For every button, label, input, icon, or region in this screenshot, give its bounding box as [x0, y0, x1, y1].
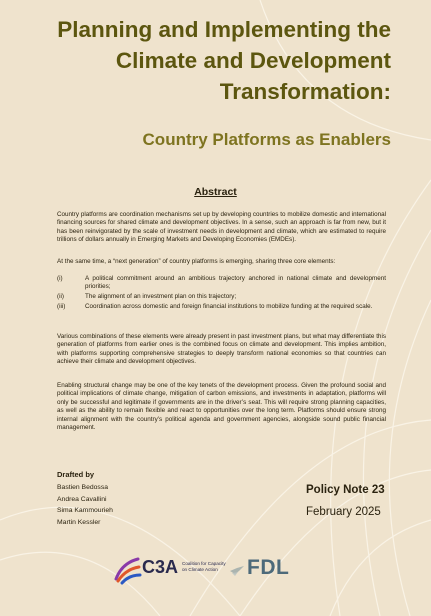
abstract-paragraph-2: At the same time, a “next generation” of country platforms is emerging, sharing three core elements: — [57, 258, 336, 265]
list-item-text: The alignment of an investment plan on this trajectory; — [85, 293, 237, 301]
document-subtitle: Country Platforms as Enablers — [142, 130, 391, 149]
list-item-number: (ii) — [57, 293, 64, 301]
fdl-logo — [229, 556, 289, 586]
fdl-wordmark: FDL — [247, 556, 290, 579]
list-item-number: (iii) — [57, 303, 66, 310]
authors-list — [57, 482, 113, 529]
author-name: Bastien Bedossa — [57, 484, 109, 491]
list-item — [57, 303, 386, 311]
core-elements-list — [57, 275, 386, 313]
publication-date: February 2025 — [306, 506, 381, 518]
abstract-paragraph-4: Enabling structural change may be one of the key tenets of the development process. Given the profound social and political implications of climate change, mitigation of carbon emissions, and investments in adaptation, platforms will only be successful and legitimate if governments are in the driver’s seat. This will require strong planning capacities, as well as the ability to remain flexible and react to opportunities over the long term. Platforms should ensure strong internal alignment with the country’s political agenda and government agencies, alongside sound public financial management. — [57, 382, 386, 432]
abstract-paragraph-1: Country platforms are coordination mechanisms set up by developing countries to mobilize domestic and international financing sources for shared climate and development objectives. In a sense, such an approach is far from new, but it has been reinvigorated by the scale of investment needs in development and climate, which are estimated to require trillions of dollars annually in Emerging Markets and Developing Economies (EMDEs). — [57, 211, 386, 244]
list-item — [57, 293, 386, 301]
drafted-by-label: Drafted by — [57, 470, 95, 479]
list-item-text: A political commitment around an ambitious trajectory anchored in national climate and development priorities; — [85, 275, 386, 291]
author-name: Andrea Cavallini — [57, 495, 107, 503]
c3a-wordmark: C3A — [142, 557, 179, 577]
author-name: Martin Kessler — [57, 519, 101, 527]
fdl-bird-icon — [229, 562, 245, 578]
list-item — [57, 275, 386, 292]
abstract-paragraph-3: Various combinations of these elements were already present in past investment plans, but what may differentiate this generation of platforms from earlier ones is the combined focus on climate and development. This implies ambition, with platforms supporting comprehensive strategies to deeply transform national economies so that countries can achieve their climate and development objectives. — [57, 333, 386, 366]
list-item-number: (i) — [57, 275, 63, 282]
c3a-tagline: Coalition for Capacity on Climate Action — [182, 561, 226, 572]
c3a-logo — [112, 553, 226, 589]
document-title: Planning and Implementing the Climate and Development Transformation: — [57, 17, 391, 104]
list-item-text: Coordination across domestic and foreign financial institutions to mobilize funding at the required scale. — [85, 303, 373, 310]
author-name: Sima Kammourieh — [57, 507, 113, 515]
abstract-heading: Abstract — [194, 186, 237, 198]
c3a-swirl-icon — [112, 555, 142, 585]
policy-note-number: Policy Note 23 — [306, 484, 385, 496]
